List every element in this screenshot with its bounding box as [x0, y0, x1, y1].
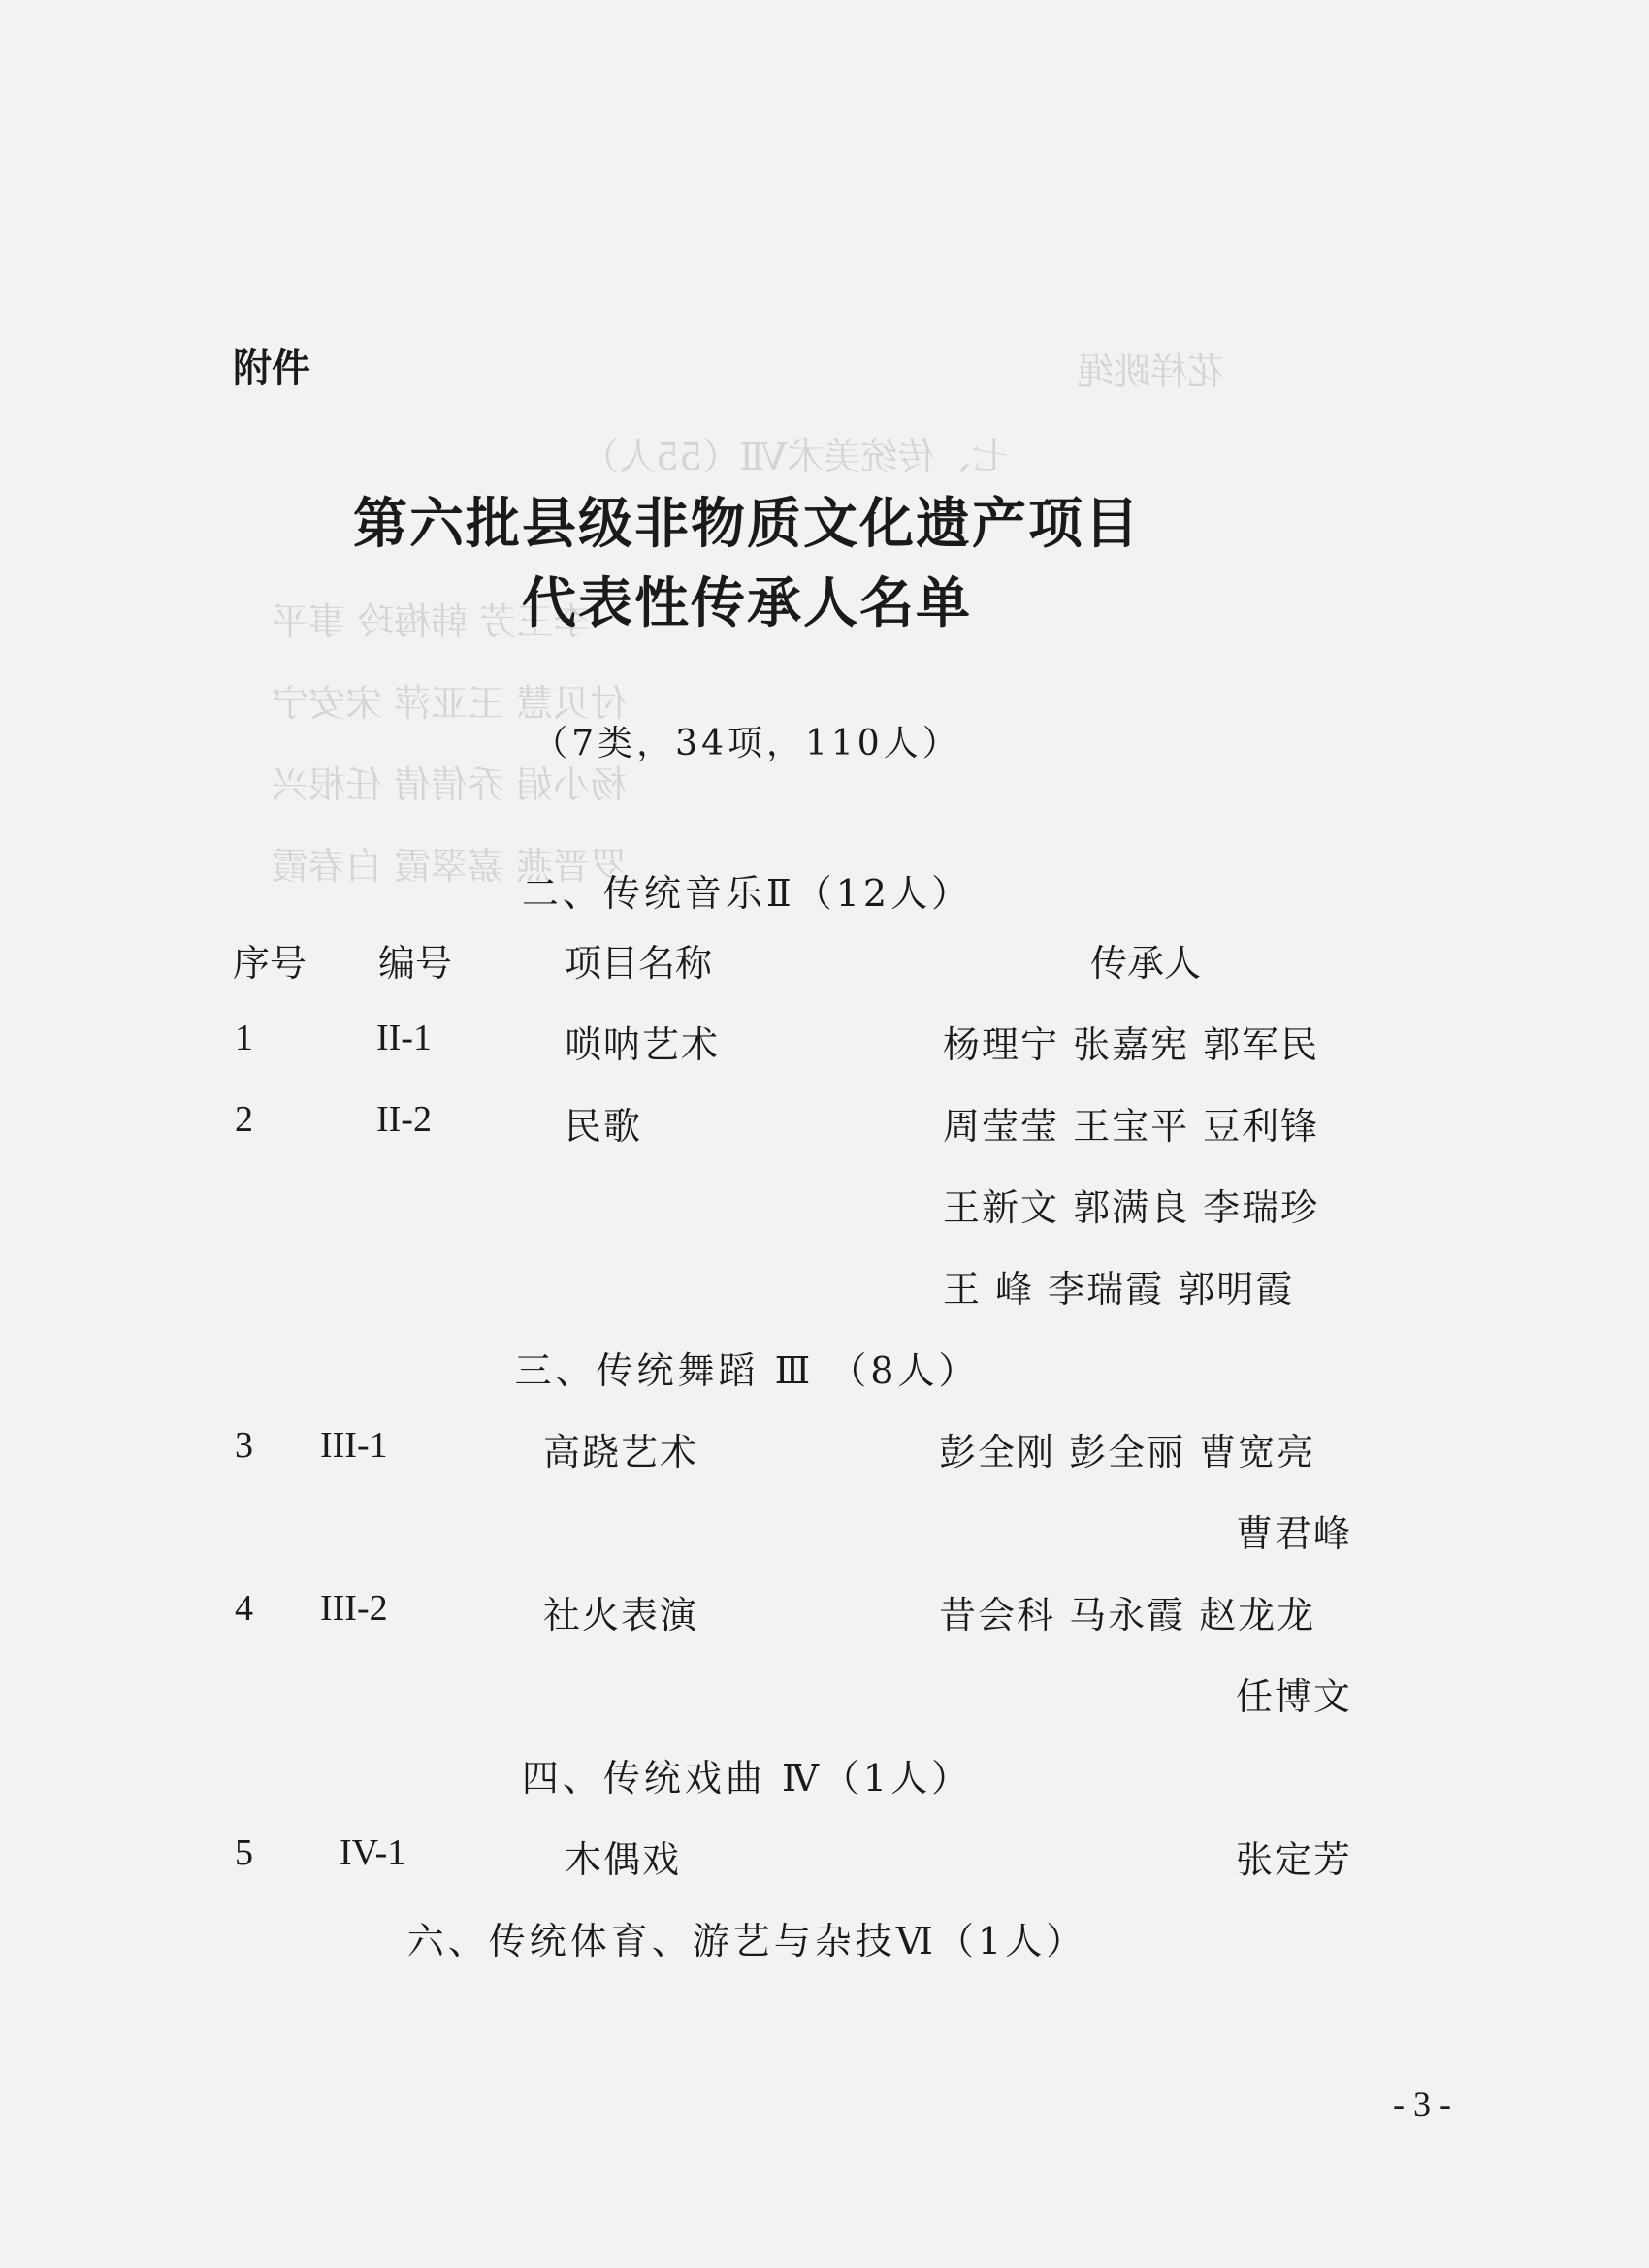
row-code: III-1 [320, 1425, 388, 1466]
row-project-name: 唢呐艺术 [565, 1023, 721, 1066]
row-inheritors-line: 王新文 郭满良 李瑞珍 [943, 1186, 1320, 1229]
header-inheritors: 传承人 [1090, 942, 1202, 985]
row-inheritors-line: 张定芳 [1236, 1838, 1353, 1881]
section-heading-music: 二、传统音乐Ⅱ（12人） [521, 872, 973, 915]
page-number: - 3 - [1393, 2085, 1451, 2123]
bleed-through-decoration: 李王芳 韩梅玲 事平 [272, 600, 591, 643]
row-code: II-2 [376, 1099, 432, 1140]
bleed-through-decoration: 付贝慧 王亚萍 宋安宁 [272, 682, 628, 725]
row-code: III-2 [320, 1588, 388, 1629]
row-project-name: 民歌 [565, 1105, 643, 1148]
row-inheritors-line: 昔会科 马永霞 赵龙龙 [939, 1594, 1316, 1636]
document-summary: （7类，34项，110人） [533, 724, 961, 763]
row-code: II-1 [376, 1018, 432, 1058]
header-code: 编号 [378, 942, 453, 985]
bleed-through-decoration: 七、传统美术Ⅶ（55人） [582, 436, 1009, 478]
bleed-through-decoration: 花样跳绳 [1077, 350, 1225, 393]
row-inheritors-line: 曹君峰 [1236, 1512, 1353, 1555]
row-inheritors-line: 任博文 [1236, 1675, 1353, 1718]
row-inheritors-line: 周莹莹 王宝平 豆利锋 [943, 1105, 1320, 1148]
section-heading-opera: 四、传统戏曲 Ⅳ（1人） [521, 1757, 973, 1799]
document-title-line1: 第六批县级非物质文化遗产项目 [353, 492, 1141, 556]
header-seq: 序号 [233, 942, 307, 985]
row-seq: 4 [235, 1588, 253, 1629]
row-inheritors-line: 杨理宁 张嘉宪 郭军民 [943, 1023, 1320, 1066]
row-seq: 2 [235, 1099, 253, 1140]
document-title-line2: 代表性传承人名单 [522, 571, 972, 635]
row-project-name: 高跷艺术 [543, 1431, 699, 1474]
section-heading-sports: 六、传统体育、游艺与杂技Ⅵ（1人） [406, 1920, 1087, 1962]
row-seq: 5 [235, 1832, 253, 1873]
row-inheritors-line: 彭全刚 彭全丽 曹宽亮 [939, 1431, 1316, 1474]
row-project-name: 社火表演 [543, 1594, 699, 1636]
row-seq: 1 [235, 1018, 253, 1058]
row-seq: 3 [235, 1425, 253, 1466]
header-project-name: 项目名称 [565, 942, 713, 985]
bleed-through-decoration: 罗晋燕 嘉翠霞 白春霞 [272, 845, 628, 888]
row-project-name: 木偶戏 [565, 1838, 682, 1881]
row-code: IV-1 [340, 1832, 406, 1873]
row-inheritors-line: 王 峰 李瑞霞 郭明霞 [943, 1268, 1295, 1311]
attachment-label: 附件 [233, 346, 310, 391]
section-heading-dance: 三、传统舞蹈 Ⅲ （8人） [514, 1349, 980, 1392]
bleed-through-decoration: 杨小娟 乔倩倩 任根兴 [272, 763, 628, 806]
